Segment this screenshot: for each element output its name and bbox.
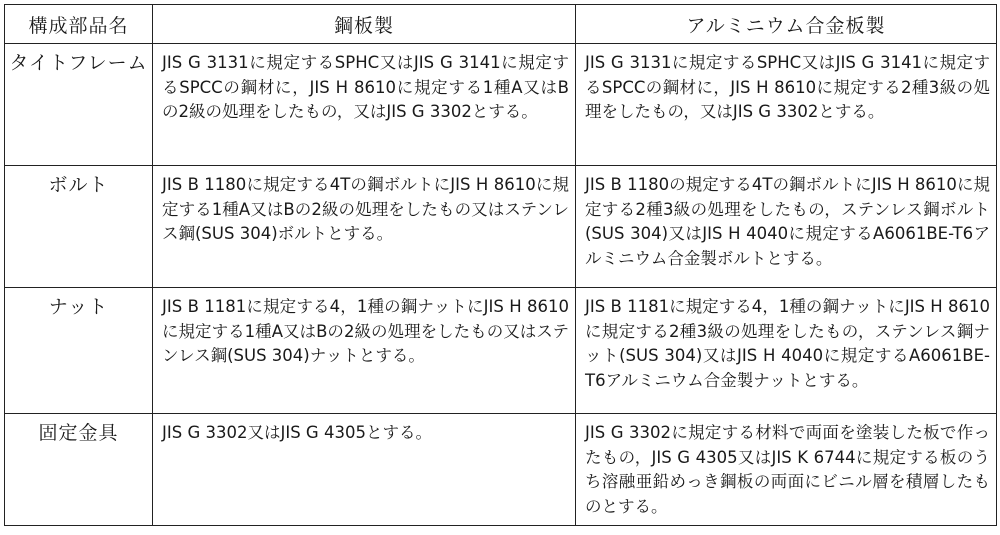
table-row: [5, 414, 997, 526]
materials-table: [4, 4, 997, 526]
aluminum-spec-cell: JIS B 1180の規定する4Tの鋼ボルトにJIS H 8610に規定する2種3級の処理をしたもの，ステンレス鋼ボルト(SUS 304)又はJIS H 4040に規定するA6061BE-T6アルミニウム合金製ボルトとする。: [576, 166, 997, 288]
steel-spec-cell: JIS B 1181に規定する4，1種の鋼ナットにJIS H 8610に規定する1種A又はBの2級の処理をしたもの又はステンレス鋼(SUS 304)ナットとする。: [153, 288, 576, 414]
table-row: [5, 166, 997, 288]
steel-spec-cell: JIS B 1180に規定する4Tの鋼ボルトにJIS H 8610に規定する1種A又はBの2級の処理をしたもの又はステンレス鋼(SUS 304)ボルトとする。: [153, 166, 576, 288]
steel-spec-cell: JIS G 3302又はJIS G 4305とする。: [153, 414, 576, 526]
aluminum-spec-cell: JIS G 3131に規定するSPHC又はJIS G 3141に規定するSPCCの鋼材に，JIS H 8610に規定する2種3級の処理をしたもの，又はJIS G 3302とする。: [576, 44, 997, 166]
aluminum-spec-cell: JIS G 3302に規定する材料で両面を塗装した板で作ったもの，JIS G 4305又はJIS K 6744に規定する板のうち溶融亜鉛めっき鋼板の両面にビニル層を積層したものとする。: [576, 414, 997, 526]
aluminum-spec-cell: JIS B 1181に規定する4，1種の鋼ナットにJIS H 8610に規定する2種3級の処理をしたもの，ステンレス鋼ナット(SUS 304)又はJIS H 4040に規定するA6061BE-T6アルミニウム合金製ナットとする。: [576, 288, 997, 414]
part-name-cell: 固定金具: [5, 414, 153, 526]
table-row: [5, 44, 997, 166]
table-header-row: [5, 5, 997, 44]
part-name-cell: ナット: [5, 288, 153, 414]
steel-spec-cell: JIS G 3131に規定するSPHC又はJIS G 3141に規定するSPCCの鋼材に，JIS H 8610に規定する1種A又はBの2級の処理をしたもの，又はJIS G 3302とする。: [153, 44, 576, 166]
table-row: [5, 288, 997, 414]
header-aluminum-alloy-plate: アルミニウム合金板製: [576, 5, 997, 44]
header-steel-plate: 鋼板製: [153, 5, 576, 44]
part-name-cell: タイトフレーム: [5, 44, 153, 166]
materials-table-container: [4, 4, 996, 526]
header-part-name: 構成部品名: [5, 5, 153, 44]
part-name-cell: ボルト: [5, 166, 153, 288]
